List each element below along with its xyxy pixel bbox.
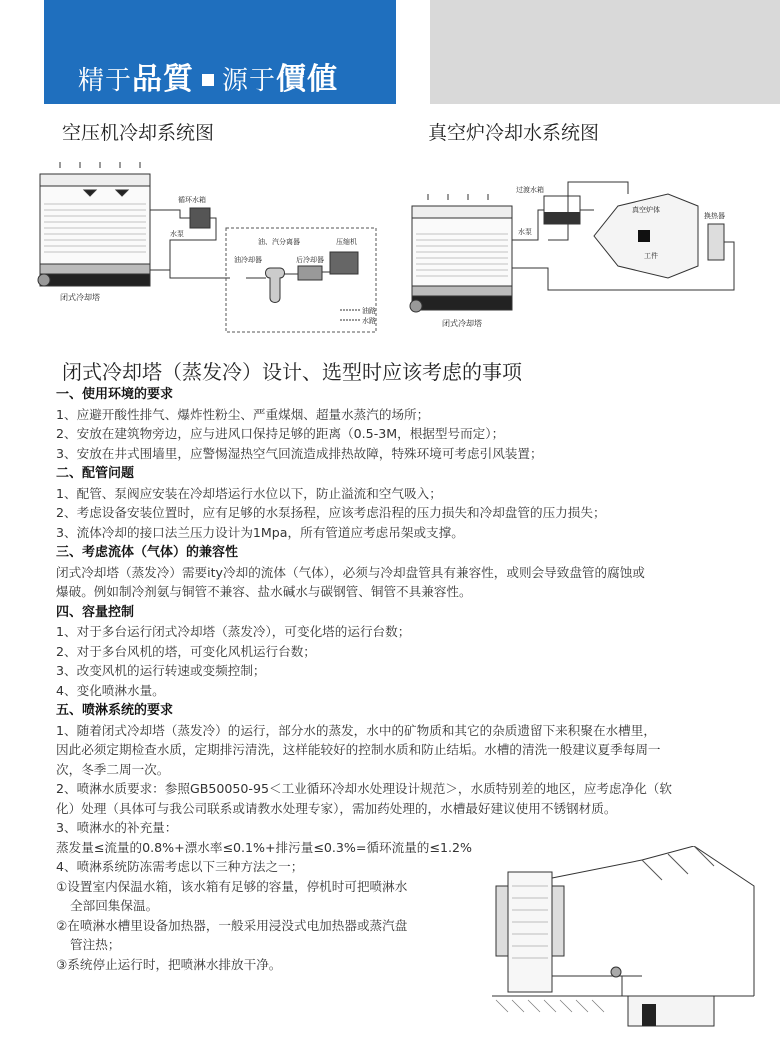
slogan-part1: 精于 [78, 66, 133, 96]
s5-option-2-line-2: 管注热； [70, 937, 121, 952]
page-title: 闭式冷却塔（蒸发冷）设计、选型时应该考虑的事项 [62, 360, 522, 384]
s4-item-1: 1、对于多台运行闭式冷却塔（蒸发冷），可变化塔的运行台数； [56, 624, 411, 639]
left-diagram-title: 空压机冷却系统图 [62, 122, 215, 144]
section-2-heading: 二、配管问题 [56, 466, 135, 481]
indoor-tower [508, 872, 552, 992]
label-pump-right: 水泵 [518, 228, 532, 236]
label-separator: 油、汽分离器 [258, 238, 300, 246]
label-workpiece: 工件 [644, 252, 658, 260]
label-oil-line: 油路 [362, 307, 376, 315]
s5-p4: 4、喷淋系统防冻需考虑以下三种方法之一； [56, 859, 304, 874]
label-filter-tank: 过渡水箱 [516, 186, 544, 194]
s2-item-1: 1、配管、泵阀应安装在冷却塔运行水位以下，防止溢流和空气吸入； [56, 485, 442, 501]
vacuum-furnace-diagram [398, 160, 748, 340]
s5-p1-line-1: 1、随着闭式冷却塔（蒸发冷）的运行，部分水的蒸发，水中的矿物质和其它的杂质遗留下来积聚在水槽里， [56, 722, 656, 738]
s1-item-1: 1、应避开酸性排气、爆炸性粉尘、严重煤烟、超量水蒸汽的场所； [56, 406, 430, 422]
section-4-heading: 四、容量控制 [56, 604, 135, 620]
aftercooler-unit [298, 266, 322, 280]
s4-item-4: 4、变化喷淋水量。 [56, 682, 165, 698]
s4-item-3: 3、改变风机的运行转速或变频控制； [56, 663, 266, 678]
label-aftercooler: 后冷却器 [296, 256, 324, 264]
s5-option-1-line-2: 全部回集保温。 [70, 898, 159, 913]
s2-item-2: 2、考虑设备安装位置时，应有足够的水泵扬程，应该考虑沿程的压力损失和冷却盘管的压力损失； [56, 505, 606, 520]
heat-exchanger [708, 224, 724, 260]
label-exchanger: 换热器 [704, 212, 725, 220]
s4-item-2: 2、对于多台风机的塔，可变化风机运行台数； [56, 643, 316, 659]
label-tank: 循环水箱 [178, 196, 206, 204]
circulating-tank [190, 208, 210, 228]
label-closed-tower-right: 闭式冷却塔 [442, 319, 482, 328]
slogan-part3: 源于 [222, 66, 277, 96]
label-oil-cooler: 油冷却器 [234, 256, 262, 264]
compressor-unit [330, 252, 358, 274]
label-water-line: 水路 [362, 317, 376, 325]
s1-item-3: 3、安放在井式围墙里，应警惕湿热空气回流造成排热故障，特殊环境可考虑引风装置； [56, 445, 543, 461]
section-5-heading: 五、喷淋系统的要求 [56, 703, 174, 718]
s5-p3-formula: 蒸发量≤流量的0.8%+漂水率≤0.1%+排污量≤0.3%=循环流量的≤1.2% [56, 839, 472, 855]
square-bullet-icon [202, 74, 214, 86]
building-roof [642, 846, 754, 996]
s5-p2-line-1: 2、喷淋水质要求：参照GB50050-95＜工业循环冷却水处理设计规范＞，水质特别差的地区，应考虑净化（软 [56, 781, 672, 796]
compressor-cooling-diagram [30, 160, 390, 340]
s3-line-2: 爆破。例如制冷剂氨与铜管不兼容、盐水碱水与碳钢管、铜管不具兼容性。 [56, 584, 472, 599]
s5-option-2-line-1: ②在喷淋水槽里设备加热器，一般采用浸没式电加热器或蒸汽盘 [56, 917, 408, 933]
oil-separator [266, 268, 285, 303]
section-3-heading: 三、考虑流体（气体）的兼容性 [56, 545, 239, 560]
s3-line-1: 闭式冷却塔（蒸发冷）需要ity冷却的流体（气体），必须与冷却盘管具有兼容性，或则会导致盘管的腐蚀或 [56, 564, 645, 580]
s5-option-3: ③系统停止运行时，把喷淋水排放干净。 [56, 956, 282, 972]
label-furnace: 真空炉体 [632, 206, 660, 214]
s2-item-3: 3、流体冷却的接口法兰压力设计为1Mpa，所有管道应考虑吊架或支撑。 [56, 524, 464, 540]
slogan-part2: 品質 [132, 62, 195, 97]
valve [611, 967, 621, 977]
label-closed-tower-left: 闭式冷却塔 [60, 293, 100, 302]
header-grey-band [430, 0, 780, 104]
workpiece [638, 230, 650, 242]
section-1-heading: 一、使用环境的要求 [56, 387, 174, 402]
s5-p2-line-2: 化）处理（具体可与我公司联系或请教水处理专家），需加药处理的，水槽最好建议使用不锈钢材质。 [56, 800, 617, 816]
building-tower-illustration [492, 846, 762, 1036]
drain-pipe [552, 976, 642, 996]
indoor-tank [628, 996, 714, 1026]
s1-item-2: 2、安放在建筑物旁边，应与进风口保持足够的距离（0.5-3M，根据型号而定）； [56, 426, 505, 441]
s5-p1-line-2: 因此必须定期检查水质，定期排污清洗，这样能较好的控制水质和防止结垢。水槽的清洗一般建议夏季每周一 [56, 742, 661, 757]
header-banner [44, 0, 396, 104]
s5-p1-line-3: 次，冬季二周一次。 [56, 761, 170, 777]
legend-lines [340, 310, 360, 320]
label-pump-left: 水泵 [170, 230, 184, 238]
s5-option-1-line-1: ①设置室内保温水箱，该水箱有足够的容量，停机时可把喷淋水 [56, 878, 408, 894]
cooling-tower-left [38, 162, 150, 286]
right-diagram-title: 真空炉冷却水系统图 [428, 122, 600, 144]
label-compressor: 压缩机 [336, 238, 357, 246]
banner-slogan [78, 54, 338, 98]
cooling-tower-right [410, 194, 512, 312]
s5-p3: 3、喷淋水的补充量： [56, 820, 178, 835]
slogan-part4: 價値 [276, 62, 339, 97]
